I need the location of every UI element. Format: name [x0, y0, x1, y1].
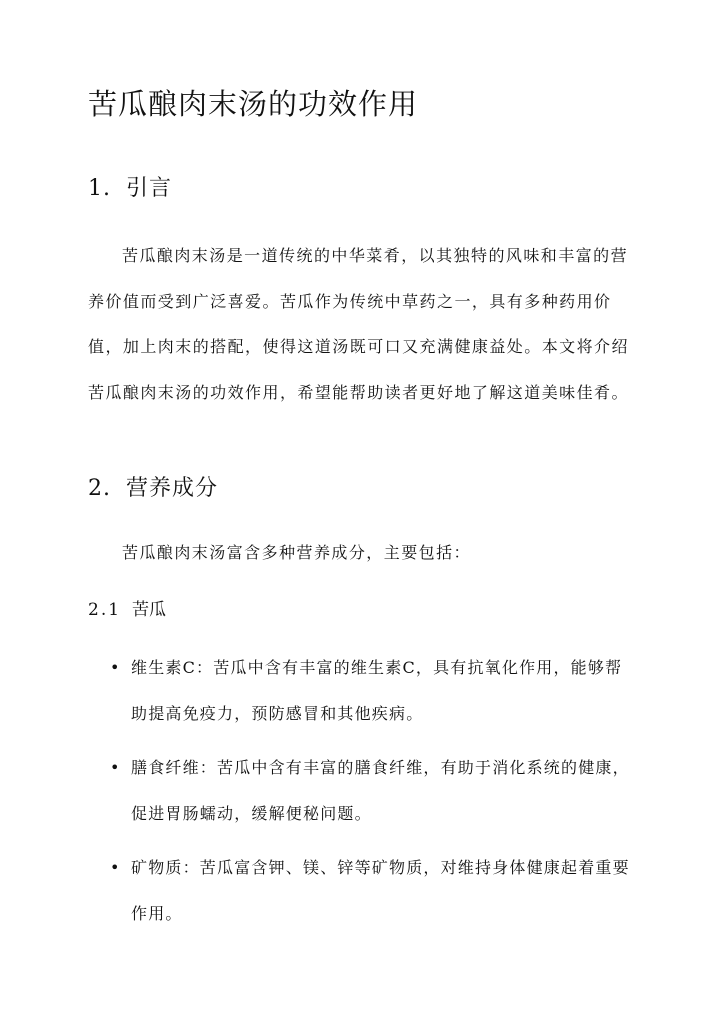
- list-item-text: 维生素C：苦瓜中含有丰富的维生素C，具有抗氧化作用，能够帮助提高免疫力，预防感冒和其他疾病。: [131, 658, 623, 723]
- section-title: 营养成分: [126, 476, 219, 501]
- list-item-text: 矿物质：苦瓜富含钾、镁、锌等矿物质，对维持身体健康起着重要作用。: [131, 858, 630, 923]
- bullet-icon: •: [110, 758, 121, 777]
- section-heading-nutrition: [88, 472, 218, 506]
- bullet-icon: •: [110, 658, 121, 677]
- introduction-paragraph: 苦瓜酿肉末汤是一道传统的中华菜肴，以其独特的风味和丰富的营养价值而受到广泛喜爱。苦瓜作为传统中草药之一，具有多种药用价值，加上肉末的搭配，使得这道汤既可口又充满健康益处。本文将介绍苦瓜酿肉末汤的功效作用，希望能帮助读者更好地了解这道美味佳肴。: [88, 246, 629, 402]
- section-number: 1.: [88, 176, 111, 201]
- section-title: 引言: [126, 176, 173, 201]
- bullet-icon: •: [110, 858, 121, 877]
- list-item: [88, 845, 633, 936]
- section-heading-introduction: [88, 172, 172, 206]
- list-item-text: 膳食纤维：苦瓜中含有丰富的膳食纤维，有助于消化系统的健康，促进胃肠蠕动，缓解便秘问题。: [131, 758, 630, 823]
- page-title: 苦瓜酿肉末汤的功效作用: [88, 87, 419, 121]
- nutrient-list: [88, 645, 633, 945]
- nutrition-intro-paragraph: 苦瓜酿肉末汤富含多种营养成分，主要包括：: [122, 543, 472, 562]
- list-item: [88, 745, 633, 836]
- subsection-number: 2.1: [88, 600, 122, 620]
- subsection-title: 苦瓜: [132, 600, 166, 620]
- list-item: [88, 645, 633, 736]
- section-number: 2.: [88, 476, 111, 501]
- subsection-heading-bitter-melon: [88, 596, 166, 624]
